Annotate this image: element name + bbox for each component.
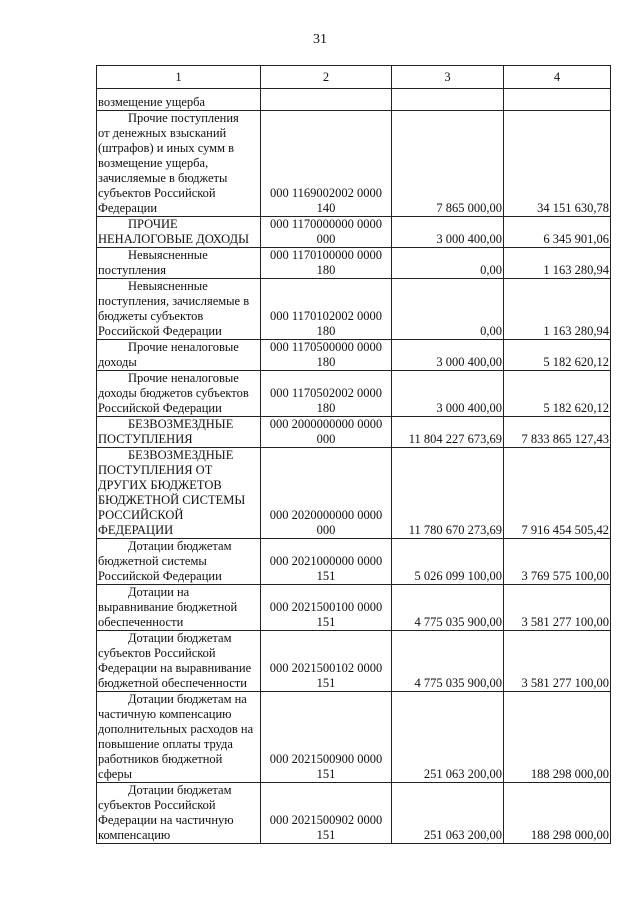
row-code-cell: 000 2021500902 0000 151 [261, 783, 392, 844]
row-code-cell: 000 1170102002 0000 180 [261, 279, 392, 340]
row-name-first-line: Прочие неналоговые [128, 371, 239, 385]
row-code-cell: 000 1170100000 0000 180 [261, 248, 392, 279]
row-name-cell [97, 417, 261, 448]
row-amount-col4: 5 182 620,12 [504, 371, 611, 417]
row-name-text: возмещение ущерба [98, 95, 206, 109]
row-name-cell [97, 279, 261, 340]
row-name-cell [97, 340, 261, 371]
budget-table [96, 65, 611, 844]
row-name-first-line: Невыясненные [128, 248, 208, 262]
row-name-cell [97, 539, 261, 585]
row-name-text: ПОСТУПЛЕНИЯ ОТ ДРУГИХ БЮДЖЕТОВ БЮДЖЕТНОЙ СИСТЕМЫ РОССИЙСКОЙ ФЕДЕРАЦИИ [98, 463, 246, 537]
row-name-first-line: Дотации бюджетам [128, 631, 232, 645]
row-code-cell: 000 2021500102 0000 151 [261, 631, 392, 692]
row-name-cell [97, 692, 261, 783]
row-amount-col4: 188 298 000,00 [504, 783, 611, 844]
table-row [97, 217, 611, 248]
row-code-cell: 000 2021000000 0000 151 [261, 539, 392, 585]
row-amount-col4: 1 163 280,94 [504, 248, 611, 279]
row-name-cell [97, 248, 261, 279]
row-name-cell [97, 448, 261, 539]
table-row [97, 539, 611, 585]
row-name-text: выравнивание бюджетной обеспеченности [98, 600, 238, 629]
row-name-text: поступления [98, 263, 166, 277]
row-code-cell: 000 1169002002 0000 140 [261, 111, 392, 217]
row-code-cell: 000 1170502002 0000 180 [261, 371, 392, 417]
row-amount-col3: 0,00 [392, 248, 504, 279]
row-name-text: доходы бюджетов субъектов Российской Федерации [98, 386, 249, 415]
table-row [97, 631, 611, 692]
row-amount-col3: 3 000 400,00 [392, 217, 504, 248]
table-row [97, 783, 611, 844]
row-code-cell: 000 2021500900 0000 151 [261, 692, 392, 783]
row-name-first-line: Дотации бюджетам [128, 783, 232, 797]
row-amount-col4: 7 916 454 505,42 [504, 448, 611, 539]
row-code-cell: 000 2000000000 0000 000 [261, 417, 392, 448]
row-amount-col3 [392, 89, 504, 111]
row-code-cell [261, 89, 392, 111]
row-name-text: субъектов Российской Федерации на частичную компенсацию [98, 798, 234, 842]
row-name-cell [97, 371, 261, 417]
row-name-cell [97, 217, 261, 248]
row-code-cell: 000 2021500100 0000 151 [261, 585, 392, 631]
row-name-first-line: Прочие неналоговые [128, 340, 239, 354]
row-amount-col3: 3 000 400,00 [392, 371, 504, 417]
row-amount-col3: 0,00 [392, 279, 504, 340]
table-row [97, 111, 611, 217]
row-amount-col3: 251 063 200,00 [392, 783, 504, 844]
row-name-cell [97, 111, 261, 217]
table-row [97, 585, 611, 631]
row-name-first-line: Невыясненные [128, 279, 208, 293]
row-name-cell [97, 783, 261, 844]
row-name-cell [97, 631, 261, 692]
row-name-text: от денежных взысканий (штрафов) и иных сумм в возмещение ущерба, зачисляемые в бюджеты субъектов Российской Федерации [98, 126, 235, 215]
row-amount-col3: 5 026 099 100,00 [392, 539, 504, 585]
table-row [97, 248, 611, 279]
table-row [97, 279, 611, 340]
row-name-text: субъектов Российской Федерации на выравнивание бюджетной обеспеченности [98, 646, 252, 690]
table-row [97, 371, 611, 417]
table-row [97, 340, 611, 371]
column-header: 1 [97, 66, 261, 89]
table-row [97, 89, 611, 111]
row-amount-col3: 7 865 000,00 [392, 111, 504, 217]
row-amount-col3: 4 775 035 900,00 [392, 631, 504, 692]
row-name-first-line: Дотации бюджетам на [128, 692, 247, 706]
row-name-cell [97, 89, 261, 111]
row-name-first-line: БЕЗВОЗМЕЗДНЫЕ [128, 448, 234, 462]
row-amount-col4: 34 151 630,78 [504, 111, 611, 217]
row-name-text: доходы [98, 355, 137, 369]
row-name-text: НЕНАЛОГОВЫЕ ДОХОДЫ [98, 232, 249, 246]
table-row [97, 417, 611, 448]
row-name-first-line: Дотации на [128, 585, 190, 599]
row-amount-col4: 3 581 277 100,00 [504, 631, 611, 692]
row-name-text: ПОСТУПЛЕНИЯ [98, 432, 193, 446]
row-code-cell: 000 1170000000 0000 000 [261, 217, 392, 248]
row-amount-col4 [504, 89, 611, 111]
row-amount-col4: 3 581 277 100,00 [504, 585, 611, 631]
header-row [97, 66, 611, 89]
column-header: 2 [261, 66, 392, 89]
table-row [97, 448, 611, 539]
row-name-text: частичную компенсацию дополнительных расходов на повышение оплаты труда работников бюджетной сферы [98, 707, 254, 781]
row-name-cell [97, 585, 261, 631]
row-amount-col4: 6 345 901,06 [504, 217, 611, 248]
row-amount-col3: 4 775 035 900,00 [392, 585, 504, 631]
column-header: 4 [504, 66, 611, 89]
row-name-first-line: БЕЗВОЗМЕЗДНЫЕ [128, 417, 234, 431]
row-name-text: бюджетной системы Российской Федерации [98, 554, 222, 583]
row-amount-col3: 3 000 400,00 [392, 340, 504, 371]
row-name-first-line: Прочие поступления [128, 111, 239, 125]
row-code-cell: 000 1170500000 0000 180 [261, 340, 392, 371]
page-number: 31 [313, 32, 327, 47]
row-amount-col4: 5 182 620,12 [504, 340, 611, 371]
table-row [97, 692, 611, 783]
row-amount-col4: 1 163 280,94 [504, 279, 611, 340]
row-amount-col3: 11 780 670 273,69 [392, 448, 504, 539]
row-amount-col4: 188 298 000,00 [504, 692, 611, 783]
row-amount-col4: 3 769 575 100,00 [504, 539, 611, 585]
row-code-cell: 000 2020000000 0000 000 [261, 448, 392, 539]
row-name-first-line: Дотации бюджетам [128, 539, 232, 553]
row-name-first-line: ПРОЧИЕ [128, 217, 178, 231]
column-header: 3 [392, 66, 504, 89]
row-name-text: поступления, зачисляемые в бюджеты субъектов Российской Федерации [98, 294, 250, 338]
row-amount-col3: 251 063 200,00 [392, 692, 504, 783]
row-amount-col4: 7 833 865 127,43 [504, 417, 611, 448]
row-amount-col3: 11 804 227 673,69 [392, 417, 504, 448]
